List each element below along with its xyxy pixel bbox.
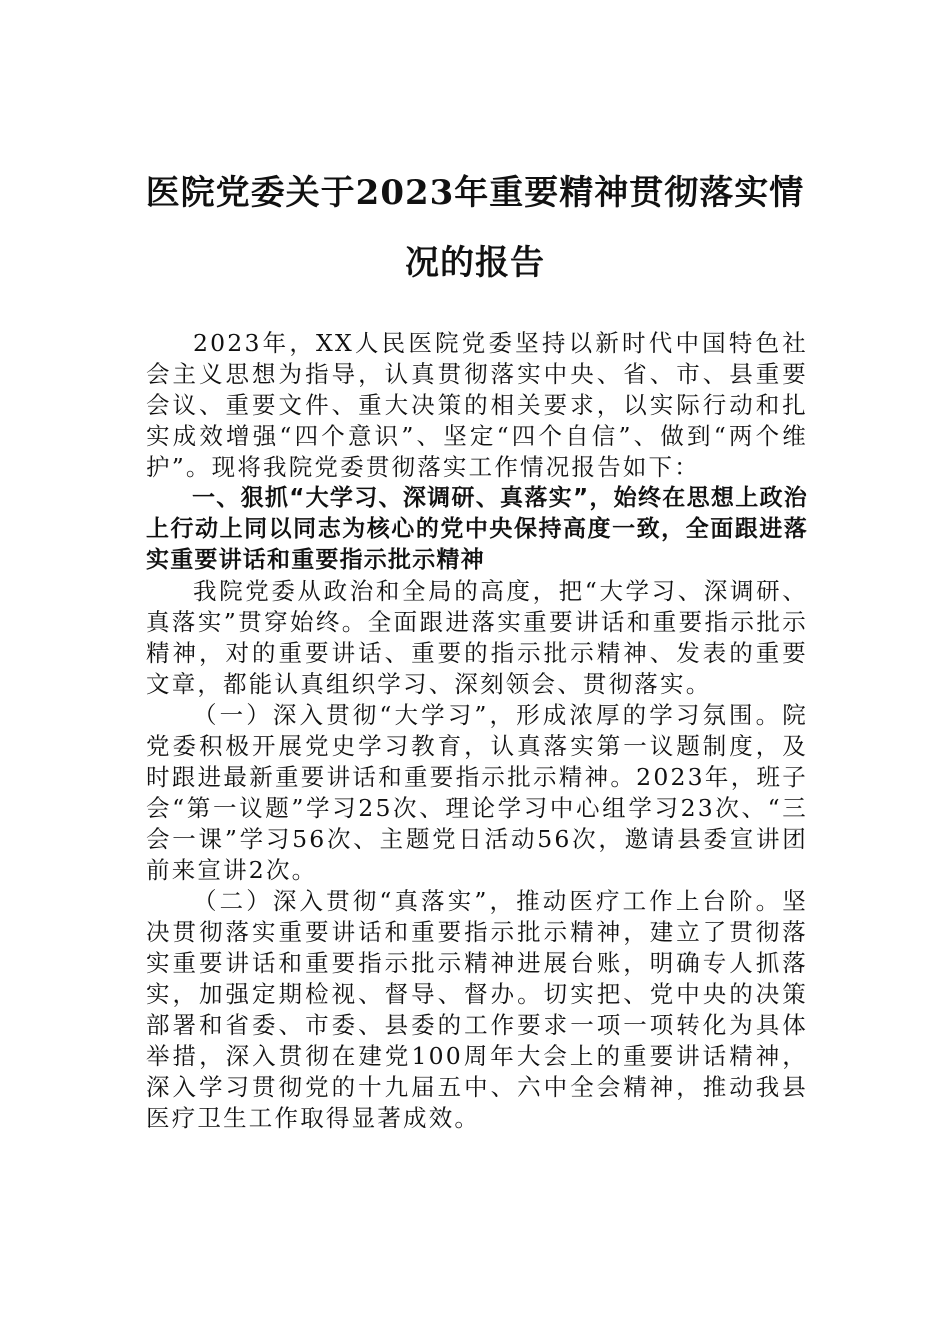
subsection-1-paragraph: （一）深入贯彻“大学习”，形成浓厚的学习氛围。院党委积极开展党史学习教育，认真落实第一议题制度，及时跟进最新重要讲话和重要指示批示精神。2023年，班子会“第一议题”学习25次、理论学习中心组学习23次、“三会一课”学习56次、主题党日活动56次，邀请县委宣讲团前来宣讲2次。 [146,701,808,884]
intro-paragraph: 2023年，XX人民医院党委坚持以新时代中国特色社会主义思想为指导，认真贯彻落实中央、省、市、县重要会议、重要文件、重大决策的相关要求，以实际行动和扎实成效增强“四个意识”、坚定“四个自信”、做到“两个维护”。现将我院党委贯彻落实工作情况报告如下： [146,329,808,481]
section-1-paragraph: 我院党委从政治和全局的高度，把“大学习、深调研、真落实”贯穿始终。全面跟进落实重要讲话和重要指示批示精神，对的重要讲话、重要的指示批示精神、发表的重要文章，都能认真组织学习、深刻领会、贯彻落实。 [146,577,808,698]
document-body [146,328,808,1134]
document-title: 医院党委关于2023年重要精神贯彻落实情况的报告 [145,173,805,283]
subsection-2-paragraph: （二）深入贯彻“真落实”，推动医疗工作上台阶。坚决贯彻落实重要讲话和重要指示批示精神，建立了贯彻落实重要讲话和重要指示批示精神进展台账，明确专人抓落实，加强定期检视、督导、督办。切实把、党中央的决策部署和省委、市委、县委的工作要求一项一项转化为具体举措，深入贯彻在建党100周年大会上的重要讲话精神，深入学习贯彻党的十九届五中、六中全会精神，推动我县医疗卫生工作取得显著成效。 [146,887,808,1132]
section-heading-1: 一、狠抓“大学习、深调研、真落实”，始终在思想上政治上行动上同以同志为核心的党中央保持高度一致，全面跟进落实重要讲话和重要指示批示精神 [146,485,808,573]
